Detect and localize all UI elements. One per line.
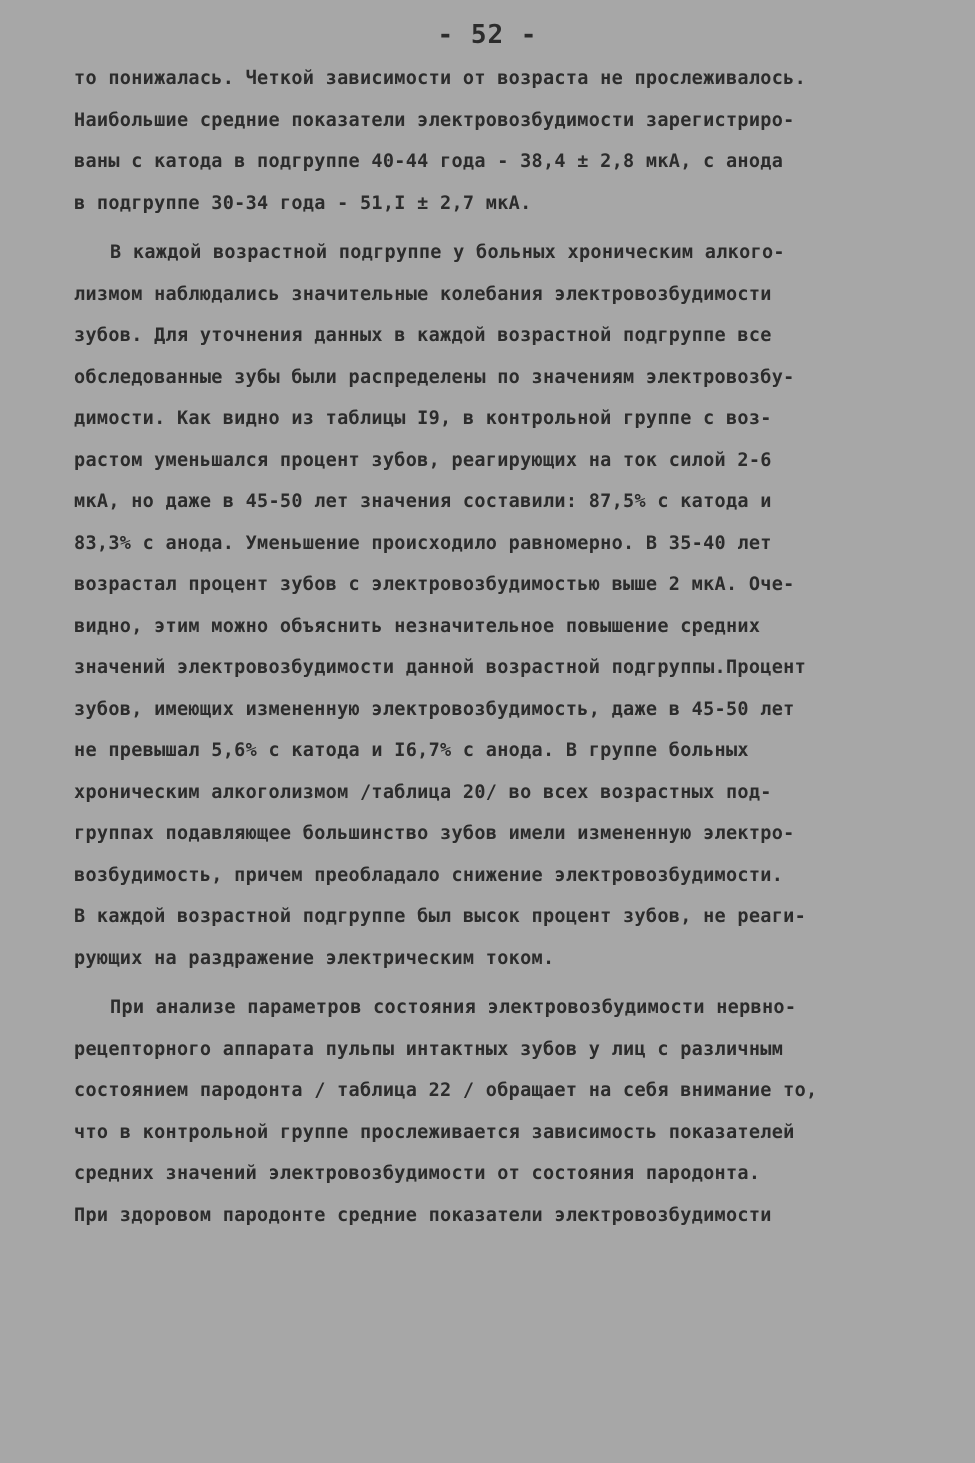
text-line: Наибольшие средние показатели электровозбудимости зарегистриро- [74,109,795,131]
text-line: группах подавляющее большинство зубов имели измененную электро- [74,823,795,844]
text-line: возрастал процент зубов с электровозбудимостью выше 2 мкА. Оче- [74,574,795,595]
body-text [74,58,914,1236]
text-line: состоянием пародонта / таблица 22 / обращает на себя внимание то, [74,1080,818,1101]
text-line: рующих на раздражение электрическим током. [74,947,555,969]
text-line: При здоровом пародонте средние показатели электровозбудимости [74,1204,772,1226]
text-line: лизмом наблюдались значительные колебания электровозбудимости [74,283,772,305]
text-line: При анализе параметров состояния электровозбудимости нервно- [110,997,797,1018]
text-line: видно, этим можно объяснить незначительное повышение средних [74,615,761,637]
text-line: зубов, имеющих измененную электровозбудимость, даже в 45-50 лет [74,698,795,720]
text-line: возбудимость, причем преобладало снижение электровозбудимости. [74,864,784,886]
text-line: в подгруппе 30-34 года - 51,I ± 2,7 мкА. [74,192,532,214]
text-line: димости. Как видно из таблицы I9, в контрольной группе с воз- [74,408,772,429]
text-line: мкА, но даже в 45-50 лет значения составили: 87,5% с катода и [74,491,772,512]
text-line: что в контрольной группе прослеживается зависимость показателей [74,1121,795,1143]
text-line: средних значений электровозбудимости от состояния пародонта. [74,1163,761,1184]
text-line: растом уменьшался процент зубов, реагирующих на ток силой 2-6 [74,449,772,471]
text-line: рецепторного аппарата пульпы интактных зубов у лиц с различным [74,1038,784,1060]
text-line: то понижалась. Четкой зависимости от возраста не прослеживалось. [74,68,807,89]
text-line: обследованные зубы были распределены по значениям электровозбу- [74,366,795,388]
text-line: хроническим алкоголизмом /таблица 20/ во всех возрастных под- [74,781,772,803]
text-line: зубов. Для уточнения данных в каждой возрастной подгруппе все [74,325,772,346]
text-line: 83,3% с анода. Уменьшение происходило равномерно. В 35-40 лет [74,532,772,554]
page-number: - 52 - [437,20,538,50]
text-line: ваны с катода в подгруппе 40-44 года - 38,4 ± 2,8 мкА, с анода [74,151,784,172]
text-line: В каждой возрастной подгруппе у больных хроническим алкого- [110,242,785,263]
text-line: значений электровозбудимости данной возрастной подгруппы.Процент [74,657,807,678]
text-line: В каждой возрастной подгруппе был высок процент зубов, не реаги- [74,906,807,927]
text-line: не превышал 5,6% с катода и I6,7% с анода. В группе больных [74,740,749,761]
